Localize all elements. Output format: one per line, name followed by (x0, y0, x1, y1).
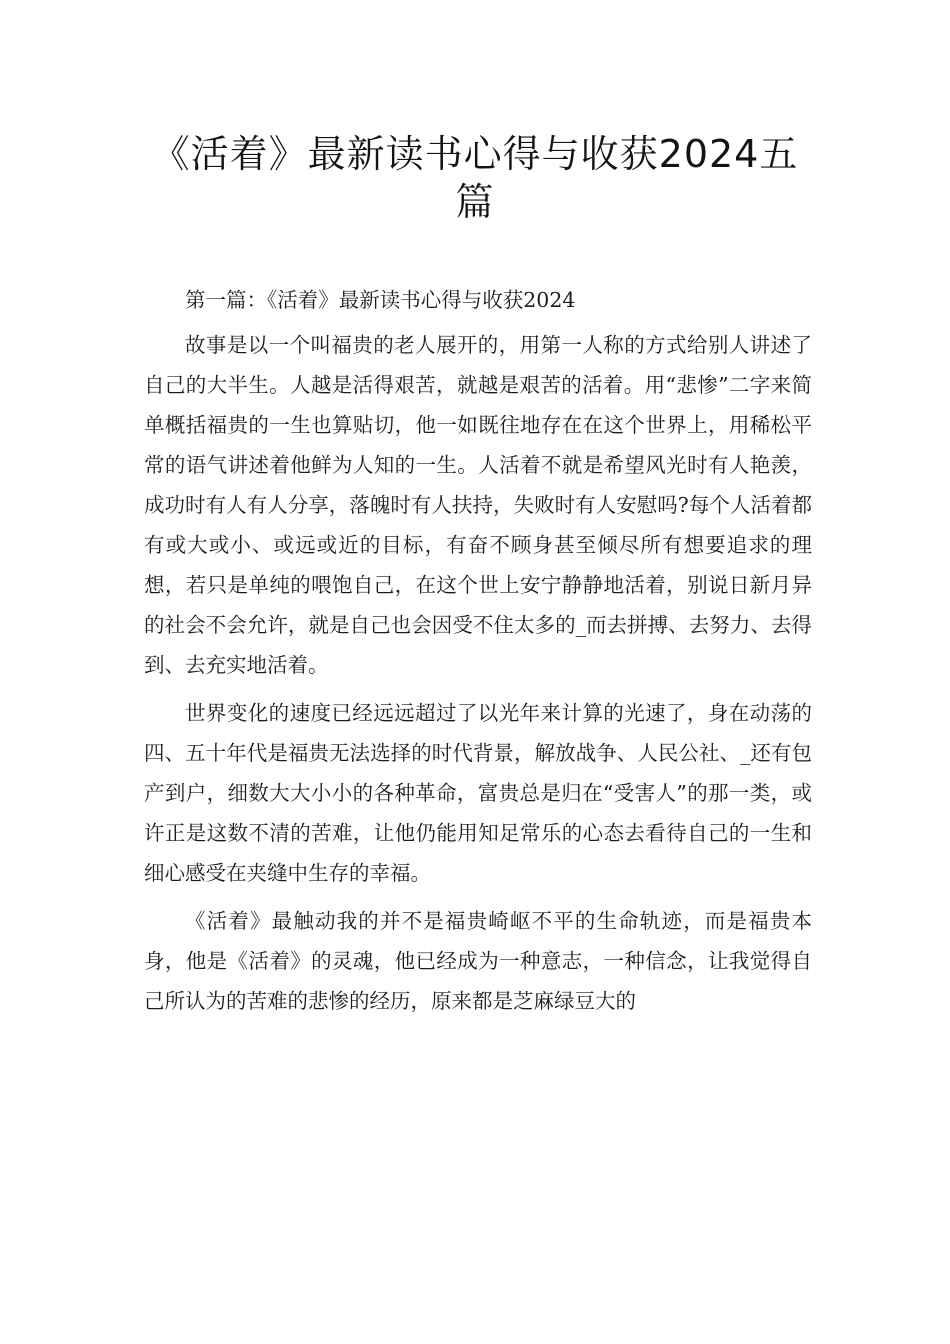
paragraph-1: 故事是以一个叫福贵的老人展开的，用第一人称的方式给别人讲述了自己的大半生。人越是活得艰苦，就越是艰苦的活着。用“悲惨”二字来简单概括福贵的一生也算贴切，他一如既往地存在在这个世界上，用稀松平常的语气讲述着他鲜为人知的一生。人活着不就是希望风光时有人艳羡，成功时有人有人分享，落魄时有人扶持，失败时有人安慰吗?每个人活着都有或大或小、或远或近的目标，有奋不顾身甚至倾尽所有想要追求的理想，若只是单纯的喂饱自己，在这个世上安宁静静地活着，别说日新月异的社会不会允许，就是自己也会因受不住太多的_而去拼搏、去努力、去得到、去充实地活着。 (144, 333, 812, 677)
document-body (144, 280, 812, 1029)
document-title: 《活着》最新读书心得与收获2024五篇 (151, 132, 799, 224)
section-heading: 第一篇：《活着》最新读书心得与收获2024 (185, 288, 576, 312)
paragraph-2: 世界变化的速度已经远远超过了以光年来计算的光速了，身在动荡的四、五十年代是福贵无法选择的时代背景，解放战争、人民公社、_还有包产到户，细数大大小小的各种革命，富贵总是归在“受害人”的那一类，或许正是这数不清的苦难，让他仍能用知足常乐的心态去看待自己的一生和细心感受在夹缝中生存的幸福。 (144, 701, 812, 885)
paragraph-3: 《活着》最触动我的并不是福贵崎岖不平的生命轨迹，而是福贵本身，他是《活着》的灵魂，他已经成为一种意志，一种信念，让我觉得自己所认为的苦难的悲惨的经历，原来都是芝麻绿豆大的 (144, 909, 812, 1013)
